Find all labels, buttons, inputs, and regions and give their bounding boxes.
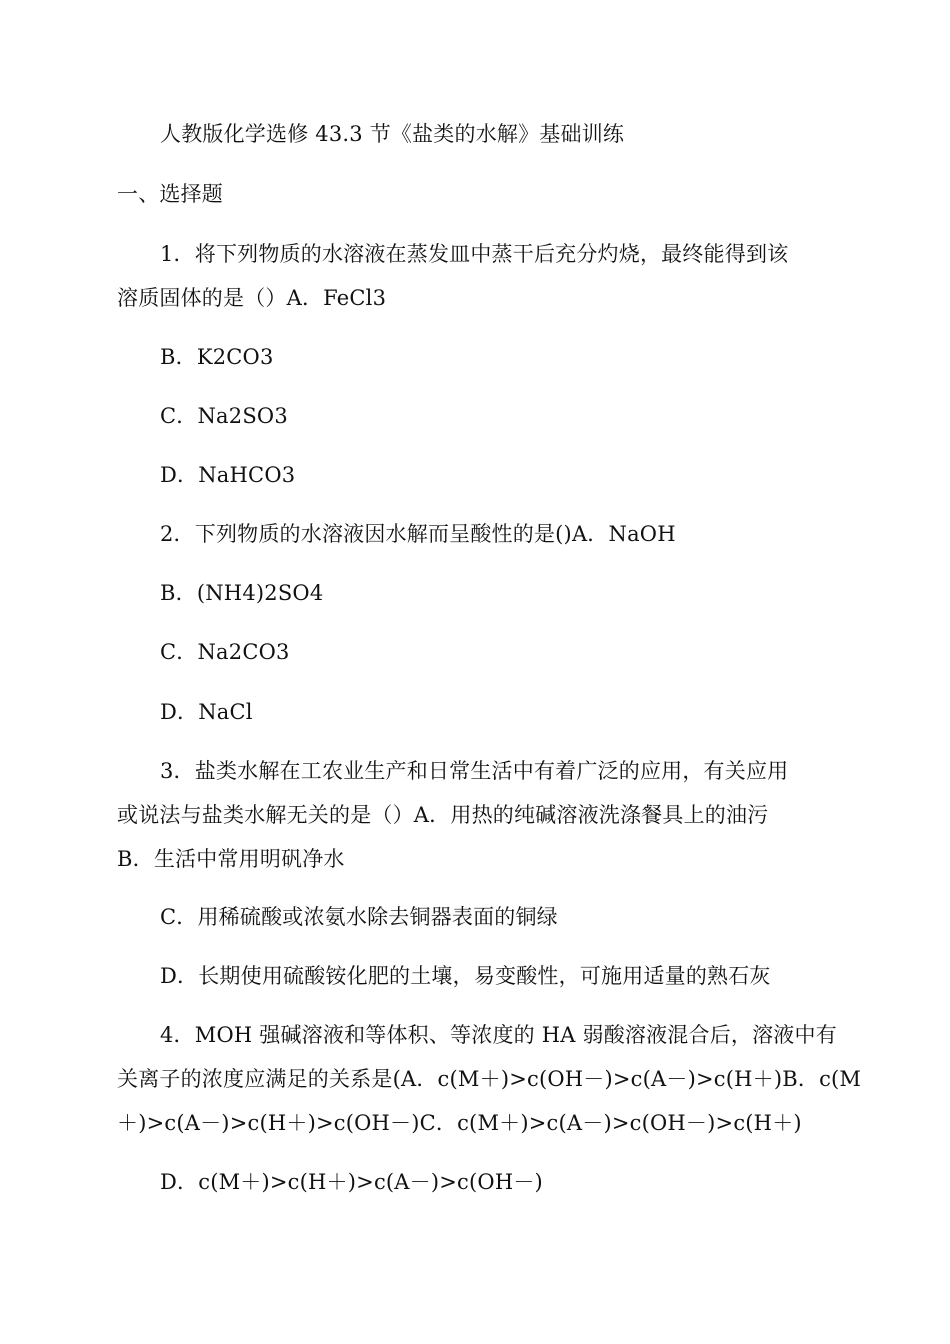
question-3-line-1: 3．盐类水解在工农业生产和日常生活中有着广泛的应用，有关应用 [160,759,789,783]
document-title: 人教版化学选修 43.3 节《盐类的水解》基础训练 [160,122,625,146]
question-4-line-2: 关离子的浓度应满足的关系是(A．c(M＋)>c(OH－)>c(A－)>c(H＋)B．c(M [117,1067,862,1091]
question-1-option-c: C．Na2SO3 [160,404,288,428]
question-4-line-1: 4．MOH 强碱溶液和等体积、等浓度的 HA 弱酸溶液混合后，溶液中有 [160,1023,837,1047]
question-1-line-2: 溶质固体的是（）A．FeCl3 [117,286,387,310]
question-3-line-3: B．生活中常用明矾净水 [117,847,345,871]
section-heading: 一、选择题 [117,182,223,206]
question-2-option-d: D．NaCl [160,700,253,724]
question-2-option-c: C．Na2CO3 [160,640,290,664]
question-2-line-1: 2．下列物质的水溶液因水解而呈酸性的是()A．NaOH [160,522,676,546]
question-2-option-b: B．(NH4)2SO4 [160,581,324,605]
question-3-line-2: 或说法与盐类水解无关的是（）A．用热的纯碱溶液洗涤餐具上的油污 [117,803,769,827]
question-1-option-d: D．NaHCO3 [160,463,296,487]
question-1-option-b: B．K2CO3 [160,345,274,369]
question-1-line-1: 1．将下列物质的水溶液在蒸发皿中蒸干后充分灼烧，最终能得到该 [160,242,789,266]
question-4-option-d: D．c(M＋)>c(H＋)>c(A－)>c(OH－) [160,1170,543,1194]
question-3-option-d: D．长期使用硫酸铵化肥的土壤，易变酸性，可施用适量的熟石灰 [160,964,771,988]
question-4-line-3: ＋)>c(A－)>c(H＋)>c(OH－)C．c(M＋)>c(A－)>c(OH－)>c(H＋) [117,1111,802,1135]
question-3-option-c: C．用稀硫酸或浓氨水除去铜器表面的铜绿 [160,905,558,929]
